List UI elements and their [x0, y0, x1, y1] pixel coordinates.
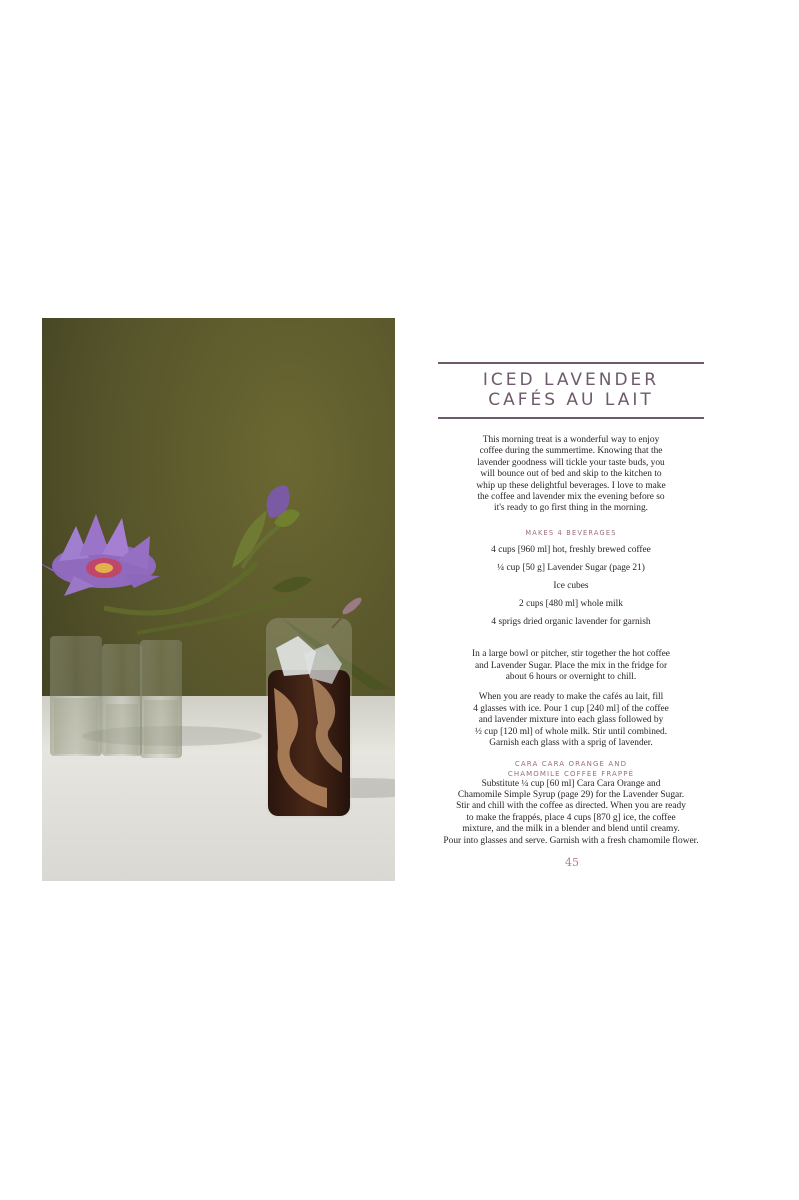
ingredient-list [438, 545, 704, 628]
variation-text [438, 779, 704, 847]
variation-title-line: CARA CARA ORANGE AND [514, 759, 628, 768]
recipe-photo [42, 318, 395, 881]
step-line: ½ cup [120 ml] of whole milk. Stir until combined. [474, 726, 668, 737]
ingredient-item: 2 cups [480 ml] whole milk [519, 598, 623, 609]
intro-line: lavender goodness will tickle your taste buds, you [477, 457, 665, 468]
step-line: When you are ready to make the cafés au lait, fill [478, 692, 664, 703]
step-line: Garnish each glass with a sprig of lavender. [489, 738, 653, 749]
yield-label: MAKES 4 BEVERAGES [525, 528, 617, 537]
recipe-intro [438, 435, 704, 515]
method-step-2 [438, 692, 704, 749]
title-rule-top [438, 362, 704, 364]
intro-line: This morning treat is a wonderful way to enjoy [482, 435, 660, 445]
ingredient-item: ¼ cup [50 g] Lavender Sugar (page 21) [497, 562, 645, 573]
recipe-photo-illustration [42, 318, 395, 881]
step-line: and lavender mixture into each glass followed by [478, 715, 664, 726]
title-rule-bottom [438, 417, 704, 419]
step-line: and Lavender Sugar. Place the mix in the fridge for [474, 660, 668, 671]
ingredient-item: Ice cubes [553, 580, 589, 591]
ingredient-item: 4 sprigs dried organic lavender for garnish [491, 616, 651, 627]
variation-title-line: CHAMOMILE COFFEE FRAPPÉ [507, 769, 635, 778]
intro-line: it's ready to go first thing in the morning. [493, 503, 648, 514]
title-line-1: ICED LAVENDER [482, 370, 660, 390]
variation-line: mixture, and the milk in a blender and blend until creamy. [462, 824, 680, 835]
step-line: 4 glasses with ice. Pour 1 cup [240 ml] of the coffee [473, 703, 669, 714]
method-step-1 [438, 649, 704, 683]
variation-line: to make the frappés, place 4 cups [870 g] ice, the coffee [466, 812, 676, 823]
step-line: In a large bowl or pitcher, stir together the hot coffee [472, 649, 670, 660]
title-line-2: CAFÉS AU LAIT [488, 390, 654, 410]
variation-line: Pour into glasses and serve. Garnish with a fresh chamomile flower. [443, 835, 699, 846]
ingredient-item: 4 cups [960 ml] hot, freshly brewed coffee [491, 544, 651, 555]
recipe-title [438, 370, 704, 410]
variation-title [438, 759, 704, 779]
iced-coffee-glass [266, 595, 364, 818]
intro-line: will bounce out of bed and skip to the kitchen to [480, 469, 662, 480]
page-number: 45 [565, 856, 579, 869]
recipe-column [438, 362, 704, 847]
step-line: about 6 hours or overnight to chill. [505, 672, 637, 683]
method [438, 649, 704, 749]
intro-line: coffee during the summertime. Knowing that the [479, 446, 663, 457]
variation-line: Substitute ¼ cup [60 ml] Cara Cara Orange and [481, 778, 661, 789]
intro-line: whip up these delightful beverages. I love to make [476, 480, 666, 491]
variation-line: Stir and chill with the coffee as directed. When you are ready [456, 801, 686, 812]
intro-line: the coffee and lavender mix the evening before so [477, 492, 665, 503]
variation-line: Chamomile Simple Syrup (page 29) for the Lavender Sugar. [457, 789, 685, 800]
